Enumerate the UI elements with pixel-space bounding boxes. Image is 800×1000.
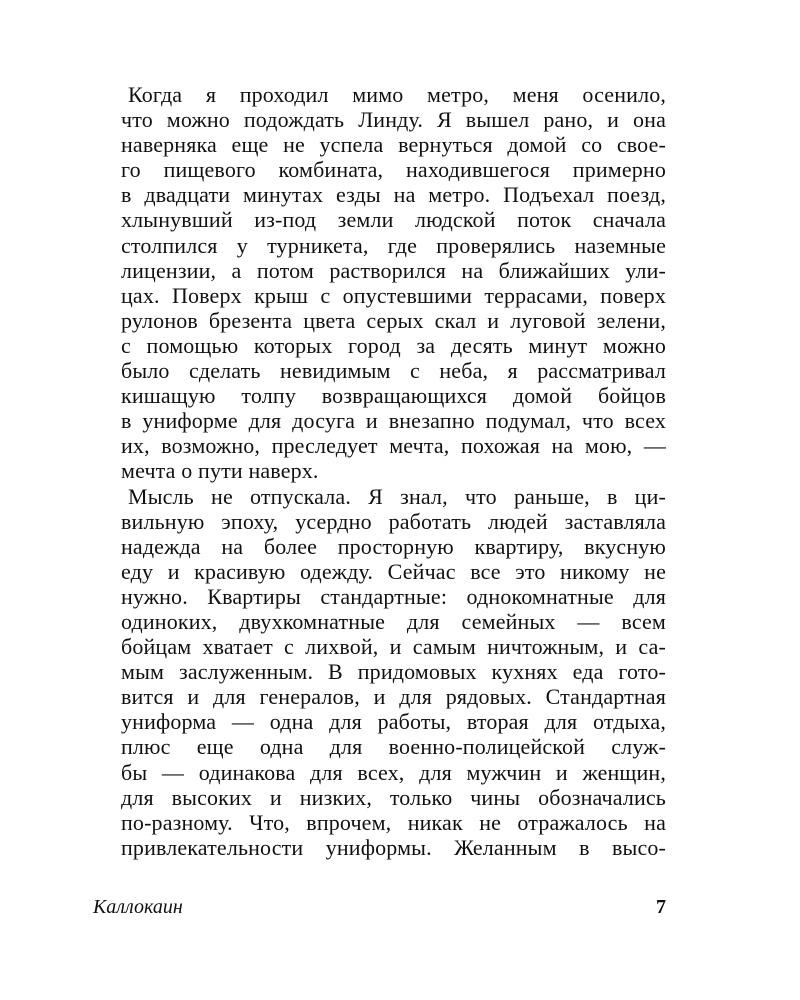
text-line: Мысль не отпускала. Я знал, что раньше, в ци- [128, 483, 666, 509]
text-line: Когда я проходил мимо метро, меня осенило, [128, 82, 666, 107]
text-line: лицензии, а потом растворился на ближайших ули- [121, 257, 666, 283]
running-title: Каллокаин [93, 896, 183, 918]
text-line: бы — одинакова для всех, для мужчин и женщин, [121, 759, 666, 785]
text-line: униформа — одна для работы, вторая для отдыха, [121, 709, 666, 735]
page-footer [93, 896, 666, 922]
text-line: плюс еще одна для военно-полицейской служ- [121, 734, 666, 760]
text-line: мым заслуженным. В придомовых кухнях еда гото- [121, 659, 666, 685]
text-line: по-разному. Что, впрочем, никак не отражалось на [121, 809, 666, 835]
text-line: в униформе для досуга и внезапно подумал, что всех [121, 408, 666, 434]
text-line: с помощью которых город за десять минут можно [121, 332, 666, 358]
text-line: вильную эпоху, усердно работать людей заставляла [121, 508, 666, 534]
text-line: хлынувший из-под земли людской поток сначала [121, 207, 666, 233]
text-line: в двадцати минутах езды на метро. Подъехал поезд, [121, 182, 666, 208]
text-line: мечта о пути наверх. [121, 458, 319, 484]
text-line: нужно. Квартиры стандартные: однокомнатные для [121, 583, 666, 609]
page-number: 7 [656, 896, 666, 918]
text-line: их, возможно, преследует мечта, похожая на мою, — [121, 433, 666, 459]
text-line: привлекательности униформы. Желанным в высо- [121, 834, 666, 860]
text-line: было сделать невидимым с неба, я рассматривал [121, 358, 666, 384]
text-line: кишащую толпу возвращающихся домой бойцов [121, 383, 666, 409]
text-line: го пищевого комбината, находившегося примерно [121, 157, 666, 183]
text-line: вится и для генералов, и для рядовых. Стандартная [121, 684, 666, 710]
text-line: что можно подождать Линду. Я вышел рано, и она [121, 107, 666, 133]
text-line: столпился у турникета, где проверялись наземные [121, 232, 666, 258]
text-line: одиноких, двухкомнатные для семейных — всем [121, 608, 666, 634]
text-line: надежда на более просторную квартиру, вкусную [121, 533, 666, 559]
text-line: наверняка еще не успела вернуться домой со свое- [121, 132, 666, 158]
text-line: для высоких и низких, только чины обозначались [121, 784, 666, 810]
text-line: бойцам хватает с лихвой, и самым ничтожным, и са- [121, 634, 666, 660]
text-line: еду и красивую одежду. Сейчас все это никому не [121, 558, 666, 584]
text-line: рулонов брезента цвета серых скал и луговой зелени, [121, 307, 666, 333]
body-text [121, 82, 666, 860]
text-line: цах. Поверх крыш с опустевшими террасами, поверх [121, 282, 666, 308]
